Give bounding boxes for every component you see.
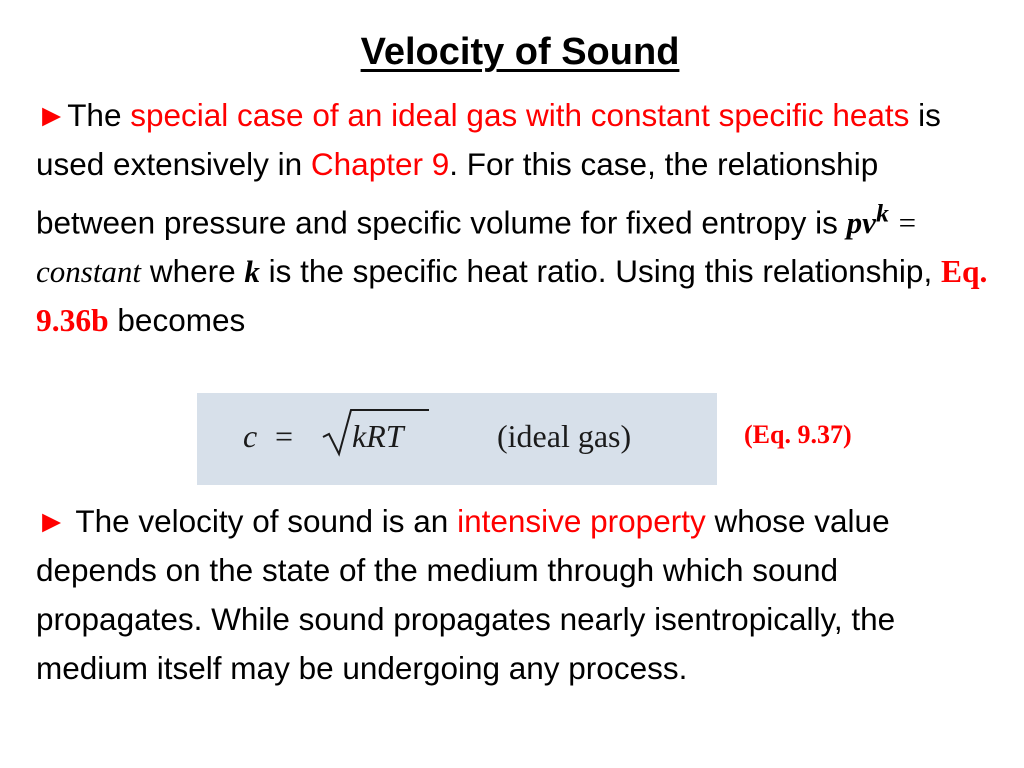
eq-ref-9-36b: Eq. 9.36b: [36, 254, 988, 339]
eq-ideal-gas-note: (ideal gas): [497, 418, 632, 454]
paragraph-2: [36, 497, 996, 693]
math-equals-constant: = constant: [36, 205, 918, 290]
bullet-arrow-icon: ►: [36, 503, 68, 539]
math-exponent-k: k: [875, 199, 889, 228]
p1-text-3: . For this case, the relationship between pressure and specific volume for fixed entropy is: [36, 146, 879, 241]
slide-title: Velocity of Sound: [360, 31, 680, 73]
bullet-arrow-icon: ►: [36, 97, 68, 133]
p1-highlight-chapter: Chapter 9: [310, 146, 450, 182]
equation-box: [197, 393, 717, 485]
p1-text-1: The: [67, 97, 131, 133]
eq-symbol-c: c: [243, 418, 258, 454]
p1-highlight-special-case: special case of an ideal gas with constant specific heats: [130, 97, 910, 133]
math-pv: pv: [846, 205, 876, 241]
eq-equals-sign: =: [275, 418, 294, 454]
p1-text-2: is used extensively in: [36, 97, 941, 182]
equation-number: (Eq. 9.37): [744, 420, 852, 449]
p2-highlight-intensive-property: intensive property: [457, 503, 706, 539]
paragraph-1: [36, 91, 996, 345]
math-k: k: [244, 254, 260, 290]
eq-radicand: kRT: [352, 418, 404, 454]
p2-text-1: The velocity of sound is an: [67, 503, 458, 539]
p1-text-4: where: [141, 253, 245, 290]
p1-text-5: is the specific heat ratio. Using this relationship,: [259, 253, 941, 290]
p1-text-6: becomes: [108, 302, 246, 339]
p2-text-2: whose value depends on the state of the medium through which sound propagates. While sound propagates nearly isentropically, the medium itself may be undergoing any process.: [36, 503, 896, 686]
